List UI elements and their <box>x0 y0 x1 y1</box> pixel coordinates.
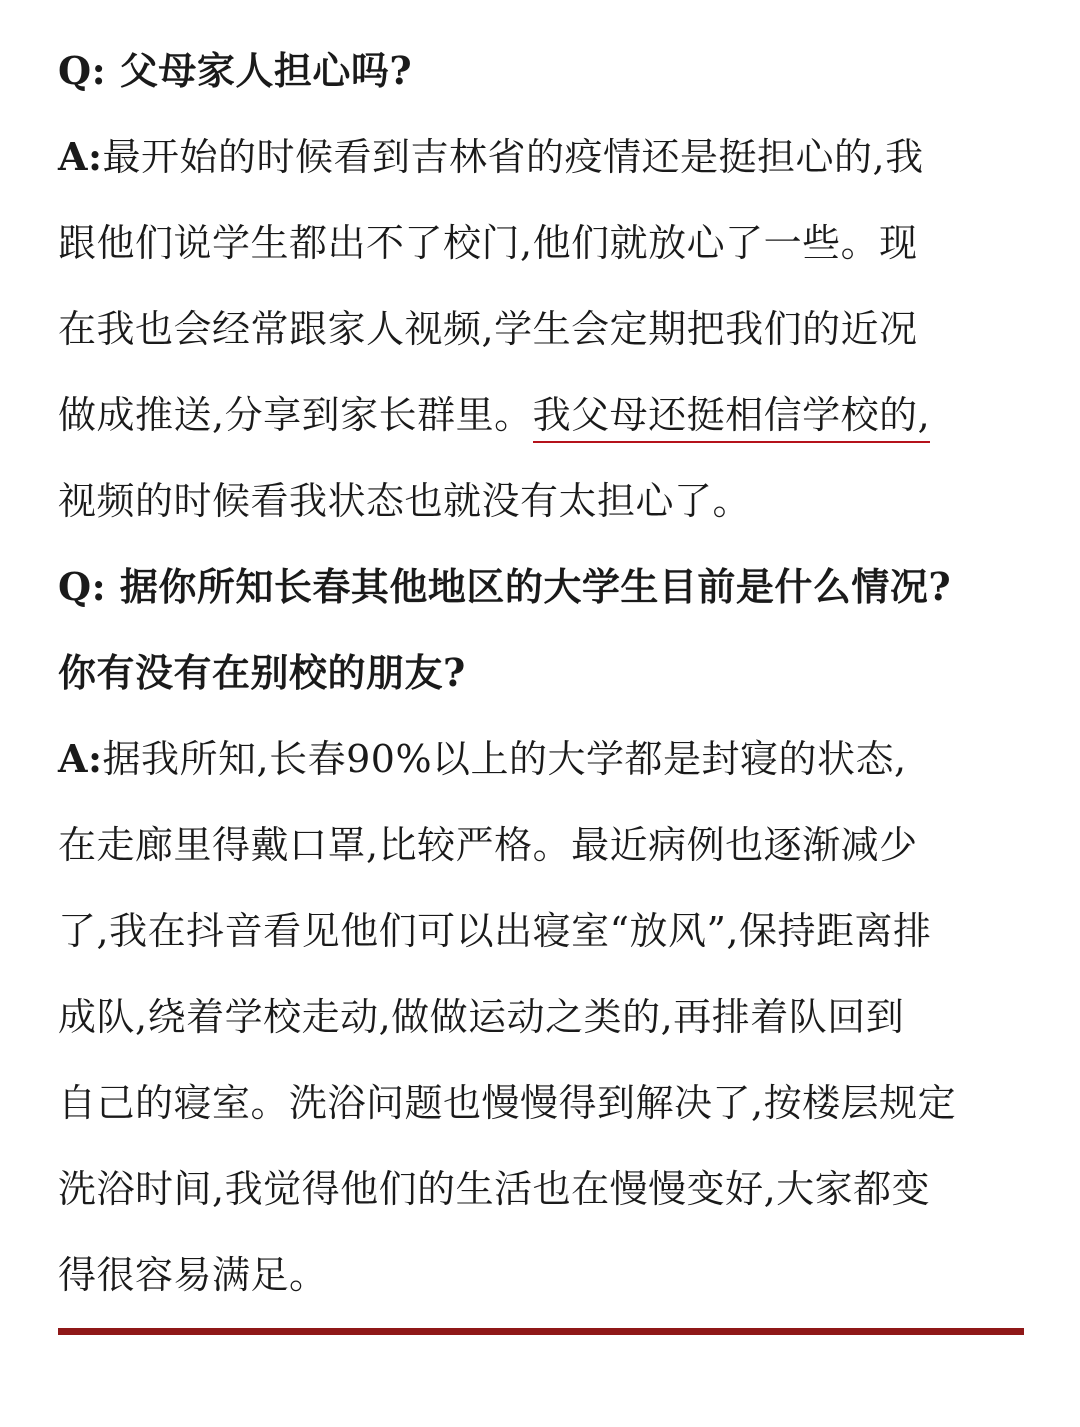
answer-1-line-1 <box>58 114 1028 200</box>
question-2-line-2: 你有没有在别校的朋友? <box>58 650 466 695</box>
question-1: Q: 父母家人担心吗? <box>58 48 413 93</box>
answer-2-line-5 <box>58 1060 1028 1146</box>
answer-2-line-1 <box>58 716 1028 802</box>
answer-2-line-3 <box>58 888 1028 974</box>
answer-text: 得很容易满足。 <box>58 1253 328 1297</box>
answer-prefix: A: <box>58 134 103 179</box>
answer-text: 成队,绕着学校走动,做做运动之类的,再排着队回到 <box>58 995 905 1039</box>
answer-text: 自己的寝室。洗浴问题也慢慢得到解决了,按楼层规定 <box>58 1081 957 1125</box>
answer-text: 在走廊里得戴口罩,比较严格。最近病例也逐渐减少 <box>58 823 918 867</box>
answer-1-line-4 <box>58 372 1028 458</box>
answer-2-line-7 <box>58 1232 1028 1318</box>
article-body <box>58 28 1028 1318</box>
answer-2-line-4 <box>58 974 1028 1060</box>
answer-text: 在我也会经常跟家人视频,学生会定期把我们的近况 <box>58 307 918 351</box>
answer-1-line-2 <box>58 200 1028 286</box>
answer-1-line-3 <box>58 286 1028 372</box>
answer-prefix: A: <box>58 736 103 781</box>
answer-text: 视频的时候看我状态也就没有太担心了。 <box>58 479 752 523</box>
answer-text: 洗浴时间,我觉得他们的生活也在慢慢变好,大家都变 <box>58 1167 931 1211</box>
answer-text: 据我所知,长春90%以上的大学都是封寝的状态, <box>102 737 907 781</box>
answer-2-line-6 <box>58 1146 1028 1232</box>
answer-text: 跟他们说学生都出不了校门,他们就放心了一些。现 <box>58 221 918 265</box>
answer-text: 最开始的时候看到吉林省的疫情还是挺担心的,我 <box>102 135 924 179</box>
question-2-line-1: Q: 据你所知长春其他地区的大学生目前是什么情况? <box>58 564 952 609</box>
answer-text: 了,我在抖音看见他们可以出寝室“放风”,保持距离排 <box>58 909 932 953</box>
highlighted-quote: 我父母还挺相信学校的, <box>533 393 931 443</box>
section-divider <box>58 1328 1024 1335</box>
answer-2-line-2 <box>58 802 1028 888</box>
answer-text: 做成推送,分享到家长群里。 <box>58 393 533 437</box>
answer-1-line-5 <box>58 458 1028 544</box>
